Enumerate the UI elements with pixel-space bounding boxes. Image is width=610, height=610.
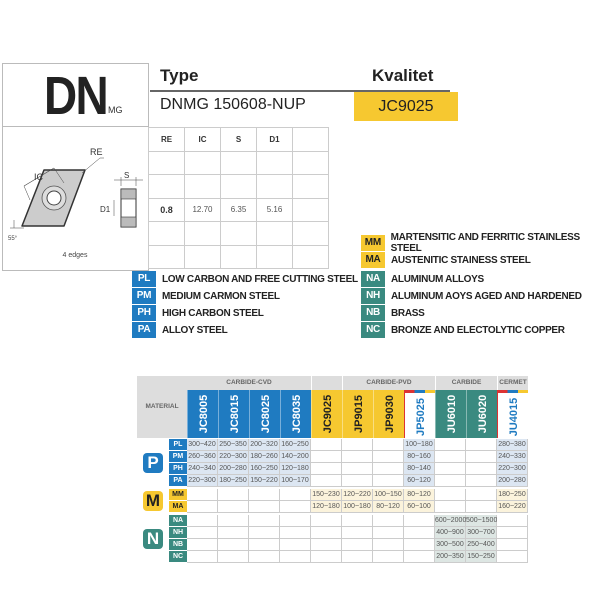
- speed-cell: 120~180: [311, 501, 342, 513]
- speed-cell: 80~140: [404, 463, 435, 475]
- speed-cell: [187, 515, 218, 527]
- legend-text: LOW CARBON AND FREE CUTTING STEEL: [162, 273, 358, 285]
- speed-cell: [342, 439, 373, 451]
- speed-cell: 280~380: [497, 439, 528, 451]
- code-badge: NB: [361, 305, 385, 321]
- speed-cell: [373, 451, 404, 463]
- code-badge: PM: [132, 288, 156, 304]
- speed-cell: 160~220: [497, 501, 528, 513]
- speed-cell: [497, 527, 528, 539]
- speed-cell: [373, 463, 404, 475]
- speed-cell: [342, 551, 373, 563]
- speed-cell: [342, 527, 373, 539]
- material-code-pm: PM: [169, 451, 187, 462]
- material-group-p-badge: P: [143, 453, 163, 473]
- legend-item-ma: [361, 252, 531, 268]
- speed-cell: [187, 539, 218, 551]
- speed-cell: [280, 489, 311, 501]
- dim-cell: [293, 198, 329, 222]
- speed-cell: 100~180: [342, 501, 373, 513]
- dim-cell: [185, 151, 221, 175]
- legend-text: MEDIUM CARMON STEEL: [162, 290, 280, 302]
- speed-cell: 100~150: [373, 489, 404, 501]
- grade-name: JC8035: [291, 394, 303, 434]
- legend-item-nb: [361, 305, 425, 321]
- speed-cell: 240~340: [187, 463, 218, 475]
- dim-cell: [257, 245, 293, 269]
- legend-item-pm: [132, 288, 280, 304]
- speed-cell: [218, 515, 249, 527]
- dim-cell: [293, 175, 329, 199]
- speed-cell: [311, 527, 342, 539]
- grade-name: JU6010: [446, 394, 458, 434]
- legend-item-nh: [361, 288, 582, 304]
- material-code-nh: NH: [169, 527, 187, 538]
- col-d1: D1: [257, 128, 293, 152]
- speed-cell: 200~320: [249, 439, 280, 451]
- speed-cell: [373, 551, 404, 563]
- speed-cell: 400~900: [435, 527, 466, 539]
- legend-item-pl: [132, 271, 358, 287]
- speed-cell: [342, 451, 373, 463]
- speed-cell: [311, 475, 342, 487]
- speed-cell: [342, 515, 373, 527]
- speed-cell: [249, 551, 280, 563]
- dim-cell: [221, 245, 257, 269]
- grade-column-jc8035: [280, 390, 311, 438]
- speed-cell: [466, 501, 497, 513]
- speed-cell: [373, 439, 404, 451]
- grade-column-jc8005: [187, 390, 218, 438]
- speed-cell: 80~120: [373, 501, 404, 513]
- speed-cell: 240~330: [497, 451, 528, 463]
- dim-cell: [257, 151, 293, 175]
- legend-item-pa: [132, 322, 227, 338]
- legend-text: MARTENSITIC AND FERRITIC STAINLESS STEEL: [390, 232, 580, 254]
- col-re: RE: [149, 128, 185, 152]
- speed-cell: [373, 539, 404, 551]
- grade-column-jp9015: [342, 390, 373, 438]
- speed-cell: 180~260: [249, 451, 280, 463]
- speed-cell: [435, 475, 466, 487]
- speed-cell: 60~100: [404, 501, 435, 513]
- grade-name: JP9030: [384, 395, 396, 433]
- speed-cell: [280, 551, 311, 563]
- speed-cell: [218, 527, 249, 539]
- dim-d1-value: 5.16: [257, 198, 293, 222]
- speed-cell: [466, 439, 497, 451]
- speed-cell: [249, 527, 280, 539]
- grade-column-jp9030: [373, 390, 404, 438]
- speed-cell: 80~120: [404, 489, 435, 501]
- speed-cell: 180~250: [218, 475, 249, 487]
- grade-name: JC8005: [198, 394, 210, 434]
- speed-cell: [249, 489, 280, 501]
- svg-text:D1: D1: [100, 205, 111, 214]
- material-code-mm: MM: [169, 489, 187, 500]
- material-code-pa: PA: [169, 475, 187, 486]
- dim-cell: [149, 222, 185, 246]
- speed-cell: [218, 551, 249, 563]
- dim-cell: [185, 222, 221, 246]
- col-empty: [293, 128, 329, 152]
- speed-cell: 100~170: [280, 475, 311, 487]
- dim-ic-value: 12.70: [185, 198, 221, 222]
- dim-cell: [257, 175, 293, 199]
- legend-text: BRASS: [391, 307, 425, 319]
- speed-cell: [311, 439, 342, 451]
- dim-cell: [293, 151, 329, 175]
- speed-cell: 100~180: [404, 439, 435, 451]
- speed-cell: [280, 527, 311, 539]
- speed-cell: [249, 501, 280, 513]
- material-group-m-badge: M: [143, 491, 163, 511]
- code-badge: PH: [132, 305, 156, 321]
- speed-cell: 250~350: [218, 439, 249, 451]
- grade-column-jc9025: [311, 390, 342, 438]
- dim-cell: [185, 175, 221, 199]
- speed-cell: 220~300: [218, 451, 249, 463]
- legend-item-ph: [132, 305, 264, 321]
- dim-cell: [149, 245, 185, 269]
- speed-cell: [435, 451, 466, 463]
- material-header: MATERIAL: [137, 376, 187, 438]
- speed-cell: [249, 539, 280, 551]
- speed-cell: [342, 463, 373, 475]
- speed-cell: [497, 539, 528, 551]
- dim-cell: [221, 222, 257, 246]
- grade-group-header: CARBIDE-PVD: [342, 376, 435, 390]
- speed-cell: [435, 463, 466, 475]
- grade-name: JC8025: [260, 394, 272, 434]
- legend-item-na: [361, 271, 484, 287]
- material-code-na: NA: [169, 515, 187, 526]
- dim-cell: [293, 222, 329, 246]
- grade-name: JP9015: [353, 395, 365, 433]
- grade-value: JC9025: [354, 92, 458, 121]
- speed-cell: [311, 463, 342, 475]
- speed-cell: [342, 475, 373, 487]
- edges-label: 4 edges: [62, 252, 88, 259]
- legend-text: ALLOY STEEL: [162, 324, 228, 336]
- legend-item-nc: [361, 322, 565, 338]
- legend-text: HIGH CARBON STEEL: [162, 307, 264, 319]
- code-badge: PA: [132, 322, 156, 338]
- speed-cell: 150~220: [249, 475, 280, 487]
- dim-cell: [149, 175, 185, 199]
- speed-cell: [280, 539, 311, 551]
- code-badge: NA: [361, 271, 385, 287]
- speed-cell: [311, 515, 342, 527]
- material-group-n-badge: N: [143, 529, 163, 549]
- grade-name: JU4015: [508, 397, 520, 437]
- svg-text:IC: IC: [34, 172, 43, 182]
- dim-cell: [293, 245, 329, 269]
- speed-cell: 120~220: [342, 489, 373, 501]
- grade-column-ju6020: [466, 390, 497, 438]
- speed-cell: 500~1500: [466, 515, 497, 527]
- grade-name: JU6020: [477, 394, 489, 434]
- grade-label: Kvalitet: [372, 66, 434, 85]
- grade-column-jp5025: [404, 390, 435, 438]
- grade-group-header: CARBIDE: [435, 376, 497, 390]
- dim-s-value: 6.35: [221, 198, 257, 222]
- legend-text: AUSTENITIC STAINESS STEEL: [391, 254, 531, 266]
- speed-cell: 120~180: [280, 463, 311, 475]
- speed-cell: [466, 489, 497, 501]
- legend-text: ALUMINUM AOYS AGED AND HARDENED: [391, 290, 582, 302]
- speed-cell: [311, 539, 342, 551]
- material-code-nb: NB: [169, 539, 187, 550]
- material-code-nc: NC: [169, 551, 187, 562]
- svg-text:55°: 55°: [8, 236, 18, 242]
- speed-cell: [218, 501, 249, 513]
- dim-cell: [221, 151, 257, 175]
- speed-cell: [435, 501, 466, 513]
- speed-cell: 200~280: [497, 475, 528, 487]
- speed-cell: [249, 515, 280, 527]
- speed-cell: 300~420: [187, 439, 218, 451]
- grade-name: JP5025: [415, 398, 427, 436]
- speed-cell: 160~250: [249, 463, 280, 475]
- speed-cell: [218, 539, 249, 551]
- speed-cell: 600~2000: [435, 515, 466, 527]
- speed-cell: [466, 475, 497, 487]
- grade-group-header: [311, 376, 342, 390]
- speed-cell: 260~360: [187, 451, 218, 463]
- series-sub: MG: [108, 105, 123, 115]
- legend-item-mm: [361, 232, 610, 254]
- series-code: DN: [44, 66, 107, 126]
- speed-cell: [311, 551, 342, 563]
- speed-cell: [373, 515, 404, 527]
- code-badge: NC: [361, 322, 385, 338]
- dim-cell: [257, 222, 293, 246]
- material-code-ph: PH: [169, 463, 187, 474]
- grade-column-jc8025: [249, 390, 280, 438]
- speed-cell: [435, 489, 466, 501]
- grade-name: JC9025: [322, 394, 334, 434]
- speed-cell: [497, 515, 528, 527]
- speed-cell: [218, 489, 249, 501]
- speed-cell: [280, 501, 311, 513]
- dim-cell: [149, 151, 185, 175]
- speed-cell: [466, 463, 497, 475]
- grade-group-header: CARBIDE-CVD: [187, 376, 311, 390]
- grade-table: [137, 376, 527, 560]
- speed-cell: 200~350: [435, 551, 466, 563]
- speed-cell: 80~160: [404, 451, 435, 463]
- speed-cell: [373, 475, 404, 487]
- speed-cell: 180~250: [497, 489, 528, 501]
- type-value: DNMG 150608-NUP: [160, 96, 306, 113]
- speed-cell: [466, 451, 497, 463]
- speed-cell: 200~280: [218, 463, 249, 475]
- speed-cell: 150~250: [466, 551, 497, 563]
- speed-cell: 150~230: [311, 489, 342, 501]
- series-cell: [2, 63, 148, 127]
- speed-cell: [187, 551, 218, 563]
- dim-cell: [185, 245, 221, 269]
- speed-cell: [435, 439, 466, 451]
- speed-cell: 300~500: [435, 539, 466, 551]
- code-badge: MA: [361, 252, 385, 268]
- insert-drawing-icon: [2, 128, 148, 253]
- grade-group-header: CERMET: [497, 376, 528, 390]
- speed-cell: 160~250: [280, 439, 311, 451]
- code-badge: MM: [361, 235, 385, 251]
- speed-cell: [373, 527, 404, 539]
- col-s: S: [221, 128, 257, 152]
- dim-re-value: 0.8: [149, 198, 185, 222]
- speed-cell: 250~400: [466, 539, 497, 551]
- material-code-ma: MA: [169, 501, 187, 512]
- speed-cell: 140~200: [280, 451, 311, 463]
- grade-column-ju4015: [497, 390, 528, 438]
- speed-cell: [342, 539, 373, 551]
- grade-name: JC8015: [229, 394, 241, 434]
- speed-cell: 220~300: [187, 475, 218, 487]
- svg-text:RE: RE: [90, 147, 103, 157]
- dimensions-table: [148, 127, 329, 269]
- speed-cell: [404, 539, 435, 551]
- dim-cell: [221, 175, 257, 199]
- speed-cell: [187, 527, 218, 539]
- speed-cell: [280, 515, 311, 527]
- speed-cell: 220~300: [497, 463, 528, 475]
- speed-cell: [187, 489, 218, 501]
- code-badge: NH: [361, 288, 385, 304]
- code-badge: PL: [132, 271, 156, 287]
- speed-cell: [404, 515, 435, 527]
- material-code-pl: PL: [169, 439, 187, 450]
- speed-cell: 60~120: [404, 475, 435, 487]
- speed-cell: [187, 501, 218, 513]
- speed-cell: [404, 527, 435, 539]
- grade-column-ju6010: [435, 390, 466, 438]
- type-label: Type: [160, 66, 199, 85]
- speed-cell: [311, 451, 342, 463]
- legend-text: BRONZE AND ELECTOLYTIC COPPER: [391, 324, 565, 336]
- speed-cell: [404, 551, 435, 563]
- svg-text:S: S: [124, 171, 130, 180]
- speed-cell: [497, 551, 528, 563]
- col-ic: IC: [185, 128, 221, 152]
- grade-column-jc8015: [218, 390, 249, 438]
- speed-cell: 300~700: [466, 527, 497, 539]
- legend-text: ALUMINUM ALLOYS: [391, 273, 484, 285]
